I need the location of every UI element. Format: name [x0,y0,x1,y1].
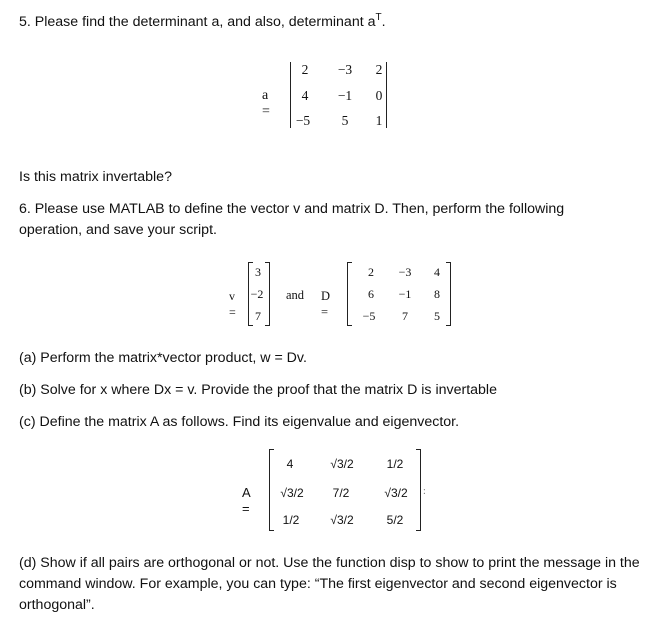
matrix-a-cell: 2 [301,62,309,77]
matrix-a-cell: −1 [337,88,353,103]
matrix-A-cell: 1/2 [282,513,300,527]
matrix-d-cell: 6 [368,287,374,301]
matrix-a-cell: 1 [375,113,383,128]
matrix-d-cell: −5 [362,309,376,323]
matrix-d-cell: 5 [434,309,440,323]
matrix-A-right-bracket [416,449,421,531]
and-text: and [286,288,305,302]
question-5-period: . [381,14,386,30]
matrix-a-cell: 0 [375,88,383,103]
vector-v-label: v = [229,289,236,319]
matrix-d-cell: −1 [398,287,412,301]
matrix-a-cell: 2 [375,62,383,77]
part-d-text: (d) Show if all pairs are orthogonal or not. Use the function disp to show to print the message in the command window. For example, you can type: “The first eigenvector and second eigenvector is orthogonal”. [19,555,640,613]
det-left-bar [290,62,291,128]
matrix-A-cell: 4 [286,457,294,471]
part-b-text: (b) Solve for x where Dx = v. Provide the proof that the matrix D is invertable [19,382,497,398]
matrix-d-cell: −3 [398,265,412,279]
matrix-A-cell: 5/2 [386,513,404,527]
matrix-a-label: a = [262,88,270,119]
question-6-text: 6. Please use MATLAB to define the vector v and matrix D. Then, perform the following operation, and save your script. [19,201,565,238]
question-5-body: 5. Please find the determinant a, and also, determinant a [19,14,376,30]
matrix-d-cell: 4 [434,265,440,279]
matrix-a-cell: −3 [337,62,353,77]
vector-v-entry: −2 [250,287,264,301]
invertible-question: Is this matrix invertable? [19,169,172,185]
matrix-d-cell: 7 [402,309,408,323]
matrix-d-cell: 2 [368,265,374,279]
matrix-a-cell: −5 [295,113,311,128]
transpose-superscript: T [375,12,382,23]
matrix-A-cell: √3/2 [384,486,408,500]
vector-v-entry: 3 [255,265,261,279]
matrix-A-label: A = [242,485,250,516]
part-a-text: (a) Perform the matrix*vector product, w = Dv. [19,350,307,366]
matrix-d-cell: 8 [434,287,440,301]
matrix-A-cell: √3/2 [280,486,304,500]
matrix-a-cell: 4 [301,88,309,103]
matrix-d-label: D = [321,289,331,319]
det-right-bar [386,62,387,128]
matrix-d-right-bracket [446,262,451,326]
matrix-A-cell: 1/2 [386,457,404,471]
matrix-A-cell: √3/2 [330,457,354,471]
matrix-a-cell: 5 [341,113,349,128]
vector-v-entry: 7 [255,309,261,323]
matrix-A-cell: √3/2 [330,513,354,527]
matrix-A-trailing-mark: : [423,486,426,497]
part-c-text: (c) Define the matrix A as follows. Find its eigenvalue and eigenvector. [19,414,460,430]
matrix-d-left-bracket [347,262,352,326]
question-5-text [19,7,386,33]
matrix-A-cell: 7/2 [332,486,350,500]
